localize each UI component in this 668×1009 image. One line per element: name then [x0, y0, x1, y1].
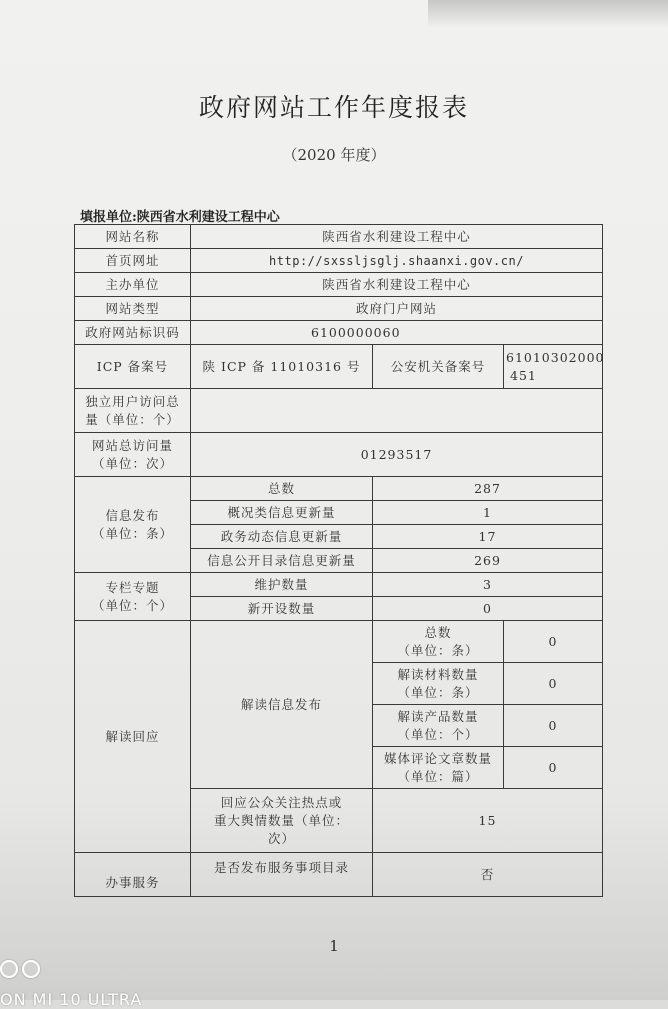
site-id-label: 政府网站标识码 — [75, 321, 191, 345]
interp-item-label-line1: 解读产品数量 — [397, 708, 479, 724]
interp-item-label — [373, 705, 504, 747]
homepage-value: http://sxssljsglj.shaanxi.gov.cn/ — [191, 249, 603, 273]
fill-unit: 填报单位:陕西省水利建设工程中心 — [80, 210, 280, 225]
columns-item-label: 新开设数量 — [191, 597, 373, 621]
report-table — [74, 224, 603, 897]
info-item-label: 政务动态信息更新量 — [191, 525, 373, 549]
unique-visitors-label — [75, 389, 191, 433]
row-columns-maintain — [75, 573, 603, 597]
interp-item-label-line2: （单位：个） — [397, 726, 479, 742]
camera-dot-icon — [22, 960, 40, 978]
unique-visitors-label-line2: 量（单位：个） — [85, 411, 180, 427]
row-site-type — [75, 297, 603, 321]
interp-item-label-line2: （单位：条） — [397, 642, 479, 658]
services-item-value: 否 — [373, 853, 603, 897]
sponsor-value: 陕西省水利建设工程中心 — [191, 273, 603, 297]
police-record-value — [504, 345, 603, 389]
interp-item-value: 0 — [504, 747, 603, 789]
site-name-label: 网站名称 — [75, 225, 191, 249]
interp-item-label — [373, 663, 504, 705]
interp-item-label — [373, 621, 504, 663]
columns-label — [75, 573, 191, 621]
police-record-label: 公安机关备案号 — [373, 345, 504, 389]
site-type-label: 网站类型 — [75, 297, 191, 321]
interp-item-value: 0 — [504, 663, 603, 705]
total-visits-label-line2: （单位：次） — [91, 455, 173, 471]
total-visits-value: 01293517 — [191, 433, 603, 477]
interp-item-label-line1: 媒体评论文章数量 — [383, 750, 492, 766]
unique-visitors-label-line1: 独立用户访问总 — [85, 393, 180, 409]
response-value: 15 — [373, 789, 603, 853]
info-item-value: 287 — [373, 477, 603, 501]
interp-item-label-line2: （单位：条） — [397, 684, 479, 700]
row-site-name — [75, 225, 603, 249]
interp-item-label-line1: 解读材料数量 — [397, 666, 479, 682]
unique-visitors-value — [191, 389, 603, 433]
row-sponsor — [75, 273, 603, 297]
page-shadow — [428, 0, 668, 28]
camera-watermark: ON MI 10 ULTRA — [0, 990, 143, 1009]
row-total-visits — [75, 433, 603, 477]
site-name-value: 陕西省水利建设工程中心 — [191, 225, 603, 249]
report-year: （2020 年度） — [282, 146, 386, 164]
page-number: 1 — [329, 937, 339, 955]
total-visits-label-line1: 网站总访问量 — [91, 437, 173, 453]
sponsor-label: 主办单位 — [75, 273, 191, 297]
info-item-value: 1 — [373, 501, 603, 525]
interpretation-label: 解读回应 — [75, 621, 191, 853]
row-info-total — [75, 477, 603, 501]
report-title: 政府网站工作年度报表 — [198, 93, 469, 122]
police-record-value-line2: 451 — [510, 367, 537, 383]
interp-item-label-line2: （单位：篇） — [397, 768, 479, 784]
info-item-value: 269 — [373, 549, 603, 573]
site-type-value: 政府门户网站 — [191, 297, 603, 321]
services-label: 办事服务 — [75, 853, 191, 897]
total-visits-label — [75, 433, 191, 477]
columns-item-value: 3 — [373, 573, 603, 597]
icp-label: ICP 备案号 — [75, 345, 191, 389]
info-publish-label-line1: 信息发布 — [105, 507, 160, 523]
info-item-label: 总数 — [191, 477, 373, 501]
interp-item-label-line1: 总数 — [424, 624, 452, 640]
columns-label-line2: （单位：个） — [91, 597, 173, 613]
services-item-label: 是否发布服务事项目录 — [191, 853, 373, 897]
columns-item-label: 维护数量 — [191, 573, 373, 597]
response-label — [191, 789, 373, 853]
interp-item-value: 0 — [504, 705, 603, 747]
row-interp-total — [75, 621, 603, 663]
icp-value: 陕 ICP 备 11010316 号 — [191, 345, 373, 389]
response-label-line3: 次） — [267, 830, 295, 846]
row-services — [75, 853, 603, 897]
columns-label-line1: 专栏专题 — [105, 579, 160, 595]
row-site-id — [75, 321, 603, 345]
police-record-value-line1: 61010302000 — [506, 349, 605, 365]
interp-item-value: 0 — [504, 621, 603, 663]
info-item-label: 信息公开目录信息更新量 — [191, 549, 373, 573]
info-item-value: 17 — [373, 525, 603, 549]
row-homepage — [75, 249, 603, 273]
homepage-label: 首页网址 — [75, 249, 191, 273]
row-unique-visitors — [75, 389, 603, 433]
response-label-line2: 重大舆情数量（单位： — [213, 812, 349, 828]
interpretation-sub-label: 解读信息发布 — [191, 621, 373, 789]
interp-item-label — [373, 747, 504, 789]
row-icp — [75, 345, 603, 389]
camera-dot-icon — [0, 960, 18, 978]
camera-watermark-dots — [0, 960, 40, 978]
info-publish-label — [75, 477, 191, 573]
columns-item-value: 0 — [373, 597, 603, 621]
site-id-value: 6100000060 — [191, 321, 603, 345]
info-item-label: 概况类信息更新量 — [191, 501, 373, 525]
response-label-line1: 回应公众关注热点或 — [220, 794, 343, 810]
info-publish-label-line2: （单位：条） — [91, 525, 173, 541]
